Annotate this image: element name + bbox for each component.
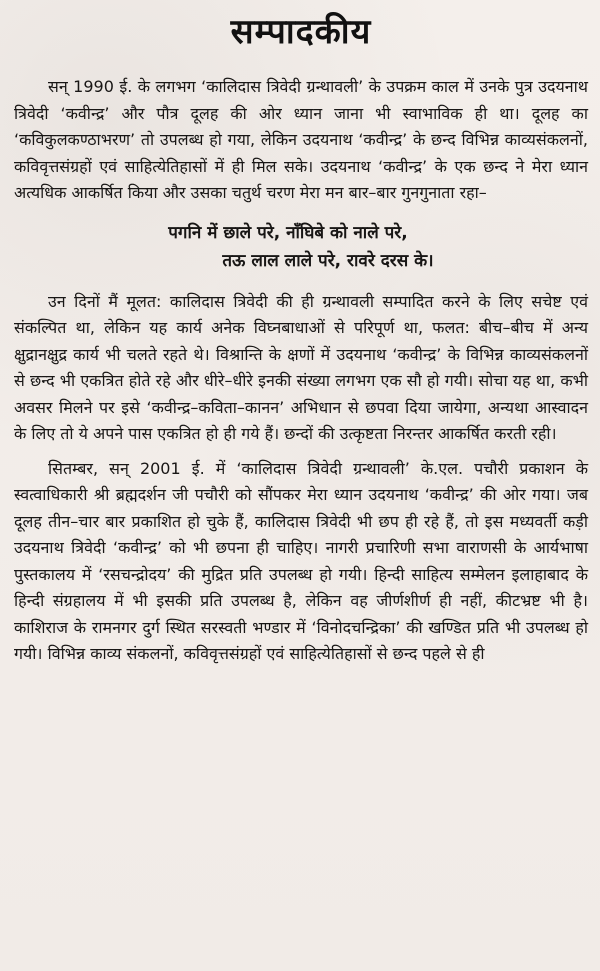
quote-line-2: तऊ लाल लाले परे, रावरे दरस के। (222, 250, 434, 271)
page-title: सम्पादकीय (230, 12, 372, 52)
quote-line-1: पगनि में छाले परे, नाँघिबे को नाले परे, (168, 222, 408, 243)
paragraph-2: उन दिनों मैं मूलत: कालिदास त्रिवेदी की ही ग्रन्थावली सम्पादित करने के लिए सचेष्ट एवं संकल्पित था, लेकिन यह कार्य अनेक विघ्नबाधाओं से परिपूर्ण था, फलत: बीच–बीच में अन्य क्षुद्रानक्षुद्र कार्य भी चलते रहते थे। विश्रान्ति के क्षणों में उदयनाथ ‘कवीन्द्र’ के विभिन्न काव्यसंकलनों से छन्द भी एकत्रित होते रहे और धीरे–धीरे इनकी संख्या लगभग एक सौ हो गयी। सोचा यह था, कभी अवसर मिलने पर इसे ‘कवीन्द्र–कविता–कानन’ अभिधान से छपवा दिया जायेगा, अन्यथा आस्वादन के लिए तो ये अपने पास एकत्रित हो ही गये हैं। छन्दों की उत्कृष्टता निरन्तर आकर्षित करती रही। (14, 291, 588, 443)
quoted-verse (14, 219, 588, 275)
paragraph-3: सितम्बर, सन् 2001 ई. में ‘कालिदास त्रिवेदी ग्रन्थावली’ के.एल. पचौरी प्रकाशन के स्वत्वाधिकारी श्री ब्रह्मदर्शन जी पचौरी को सौंपकर मेरा ध्यान उदयनाथ ‘कवीन्द्र’ की ओर गया। जब दूलह तीन–चार बार प्रकाशित हो चुके हैं, कालिदास त्रिवेदी भी छप ही रहे हैं, तो इस मध्यवर्ती कड़ी उदयनाथ त्रिवेदी ‘कवीन्द्र’ को भी छपना ही चाहिए। नागरी प्रचारिणी सभा वाराणसी के आर्यभाषा पुस्तकालय में ‘रसचन्द्रोदय’ की मुद्रित प्रति उपलब्ध हो गयी। हिन्दी साहित्य सम्मेलन इलाहाबाद के हिन्दी संग्रहालय में भी इसकी प्रति उपलब्ध है, लेकिन वह जीर्णशीर्ण ही नहीं, कीटभ्रष्ट भी है। काशिराज के रामनगर दुर्ग स्थित सरस्वती भण्डार में ‘विनोदचन्द्रिका’ की खण्डित प्रति भी उपलब्ध हो गयी। विभिन्न काव्य संकलनों, कविवृत्तसंग्रहों एवं साहित्येतिहासों से छन्द पहले से ही (14, 458, 588, 663)
paragraph-gap (14, 448, 588, 456)
paragraph-1: सन् 1990 ई. के लगभग ‘कालिदास त्रिवेदी ग्रन्थावली’ के उपक्रम काल में उनके पुत्र उदयनाथ त्रिवेदी ‘कवीन्द्र’ और पौत्र दूलह की ओर ध्यान जाना भी स्वाभाविक ही था। दूलह का ‘कविकुलकण्ठाभरण’ तो उपलब्ध हो गया, लेकिन उदयनाथ ‘कवीन्द्र’ के छन्द विभिन्न काव्यसंकलनों, कविवृत्तसंग्रहों एवं साहित्येतिहासों में ही मिल सके। उदयनाथ ‘कवीन्द्र’ के एक छन्द ने मेरा ध्यान अत्यधिक आकर्षित किया और उसका चतुर्थ चरण मेरा मन बार–बार गुनगुनाता रहा– (14, 77, 588, 202)
